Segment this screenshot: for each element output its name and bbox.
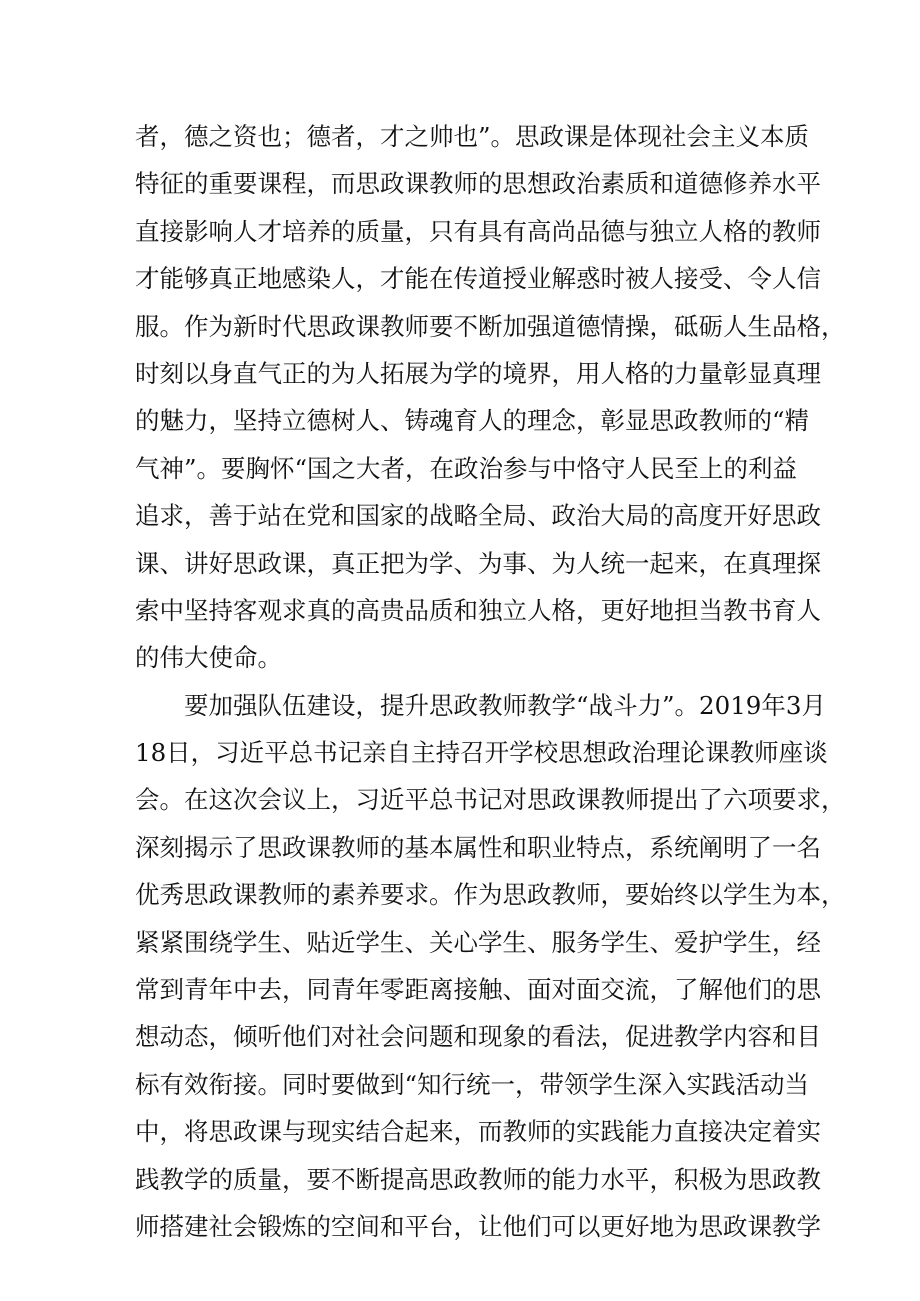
paragraph-1 (135, 113, 846, 682)
paragraph-line: 践教学的质量，要不断提高思政教师的能力水平，积极为思政教 (135, 1164, 821, 1194)
paragraph-line: 优秀思政课教师的素养要求。作为思政教师，要始终以学生为本， (135, 880, 846, 910)
paragraph-line: 气神”。要胸怀“国之大者，在政治参与中恪守人民至上的利益 (135, 453, 798, 483)
paragraph-line: 索中坚持客观求真的高贵品质和独立人格，更好地担当教书育人 (135, 595, 821, 625)
paragraph-line: 的伟大使命。 (135, 643, 282, 673)
paragraph-line: 深刻揭示了思政课教师的基本属性和职业特点，系统阐明了一名 (135, 832, 821, 862)
paragraph-2 (135, 682, 846, 1251)
paragraph-line: 者，德之资也；德者，才之帅也”。思政课是体现社会主义本质 (135, 122, 810, 151)
paragraph-line: 师搭建社会锻炼的空间和平台，让他们可以更好地为思政课教学 (135, 1211, 821, 1241)
paragraph-line: 想动态，倾听他们对社会问题和现象的看法，促进教学内容和目 (135, 1022, 821, 1052)
body-text (135, 113, 846, 1250)
paragraph-line: 追求，善于站在党和国家的战略全局、政治大局的高度开好思政 (135, 501, 821, 531)
paragraph-line: 特征的重要课程，而思政课教师的思想政治素质和道德修养水平 (135, 169, 821, 199)
paragraph-line: 的魅力，坚持立德树人、铸魂育人的理念，彰显思政教师的“精 (135, 406, 810, 436)
paragraph-line: 常到青年中去，同青年零距离接触、面对面交流，了解他们的思 (135, 975, 821, 1005)
paragraph-line: 要加强队伍建设，提升思政教师教学“战斗力”。2019年3月 (184, 690, 826, 720)
paragraph-line: 课、讲好思政课，真正把为学、为事、为人统一起来，在真理探 (135, 548, 821, 578)
paragraph-line: 标有效衔接。同时要做到“知行统一，带领学生深入实践活动当 (135, 1069, 810, 1099)
paragraph-line: 服。作为新时代思政课教师要不断加强道德情操，砥砺人生品格， (135, 311, 846, 341)
paragraph-line: 18日，习近平总书记亲自主持召开学校思想政治理论课教师座谈 (135, 738, 828, 768)
paragraph-line: 紧紧围绕学生、贴近学生、关心学生、服务学生、爱护学生，经 (135, 927, 821, 957)
paragraph-line: 才能够真正地感染人，才能在传道授业解惑时被人接受、令人信 (135, 264, 821, 294)
paragraph-line: 时刻以身直气正的为人拓展为学的境界，用人格的力量彰显真理 (135, 358, 821, 388)
paragraph-line: 直接影响人才培养的质量，只有具有高尚品德与独立人格的教师 (135, 216, 821, 246)
paragraph-line: 会。在这次会议上，习近平总书记对思政课教师提出了六项要求， (135, 785, 846, 815)
paragraph-line: 中，将思政课与现实结合起来，而教师的实践能力直接决定着实 (135, 1117, 821, 1147)
